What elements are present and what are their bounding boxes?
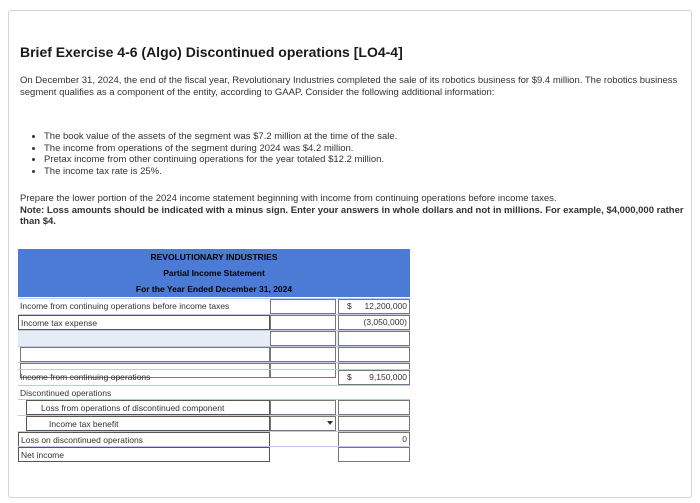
cont-value-input[interactable] [338, 370, 410, 385]
loss-disc-value-input[interactable] [338, 432, 410, 447]
pretax-value: 12,200,000 [364, 301, 407, 311]
note-text: Note: Loss amounts should be indicated with a minus sign. Enter your answers in whole dollars and not in millions. For example, $4,000,000 rather than $4. [20, 204, 684, 227]
cont-value: 9,150,000 [369, 372, 407, 382]
list-item: • The book value of the assets of the segment was $7.2 million at the time of the sale. [44, 131, 397, 143]
table-row [18, 298, 410, 314]
pretax-label: Income from continuing operations before income taxes [20, 301, 230, 311]
table-row [18, 330, 410, 346]
tax-mid-input[interactable] [270, 315, 336, 330]
blank-mid-input[interactable] [270, 331, 336, 346]
tax-value: (3,050,000) [363, 317, 407, 327]
list-item: • Pretax income from other continuing operations for the year totaled $12.2 million. [44, 154, 397, 166]
table-row [18, 446, 410, 462]
loss-disc-label-select[interactable]: Loss on discontinued operations [18, 432, 270, 447]
instructions [20, 193, 688, 228]
tax-benefit-value-input[interactable] [338, 416, 410, 431]
loss-ops-label-select[interactable]: Loss from operations of discontinued component [26, 400, 270, 415]
chevron-down-icon[interactable] [327, 421, 333, 425]
blank2-mid-input[interactable] [270, 347, 336, 362]
blank-value-input[interactable] [338, 331, 410, 346]
tax-benefit-mid-input[interactable] [270, 416, 336, 431]
table-row [18, 431, 410, 447]
currency-sign: $ [347, 301, 352, 311]
table-row [18, 314, 410, 330]
list-item: • The income from operations of the segment during 2024 was $4.2 million. [44, 143, 397, 155]
list-item: • The income tax rate is 25%. [44, 166, 397, 178]
blank-label-select[interactable] [20, 347, 270, 362]
net-label-select[interactable]: Net income [18, 447, 270, 462]
loss-ops-value-input[interactable] [338, 400, 410, 415]
cont-label: Income from continuing operations [20, 372, 151, 382]
disc-label: Discontinued operations [20, 388, 112, 398]
loss-ops-mid-input[interactable] [270, 400, 336, 415]
table-row [18, 415, 410, 431]
table-row [18, 399, 410, 415]
currency-sign: $ [347, 372, 352, 382]
table-row [18, 369, 410, 385]
prepare-text: Prepare the lower portion of the 2024 income statement beginning with income from continuing operations before income taxes. [20, 193, 557, 204]
pretax-mid-input[interactable] [270, 299, 336, 314]
net-value-input[interactable] [338, 447, 410, 462]
tax-value-input[interactable] [338, 315, 410, 330]
statement-company: REVOLUTIONARY INDUSTRIES [18, 249, 410, 265]
blank2-value-input[interactable] [338, 347, 410, 362]
tax-benefit-label-select[interactable]: Income tax benefit [26, 416, 270, 431]
pretax-value-input[interactable] [338, 299, 410, 314]
table-row [18, 346, 410, 362]
statement-subtitle: Partial Income Statement [18, 265, 410, 281]
info-list [30, 131, 397, 177]
exercise-title: Brief Exercise 4-6 (Algo) Discontinued operations [LO4-4] [20, 44, 403, 60]
income-statement [18, 249, 410, 462]
loss-disc-value: 0 [402, 434, 407, 444]
statement-period: For the Year Ended December 31, 2024 [18, 281, 410, 297]
tax-label-select[interactable]: Income tax expense [18, 315, 270, 330]
exercise-intro: On December 31, 2024, the end of the fiscal year, Revolutionary Industries completed the sale of its robotics business for $9.4 million. The robotics business segment qualifies as a component of the entity, according to GAAP. Consider the following additional information: [20, 75, 678, 98]
